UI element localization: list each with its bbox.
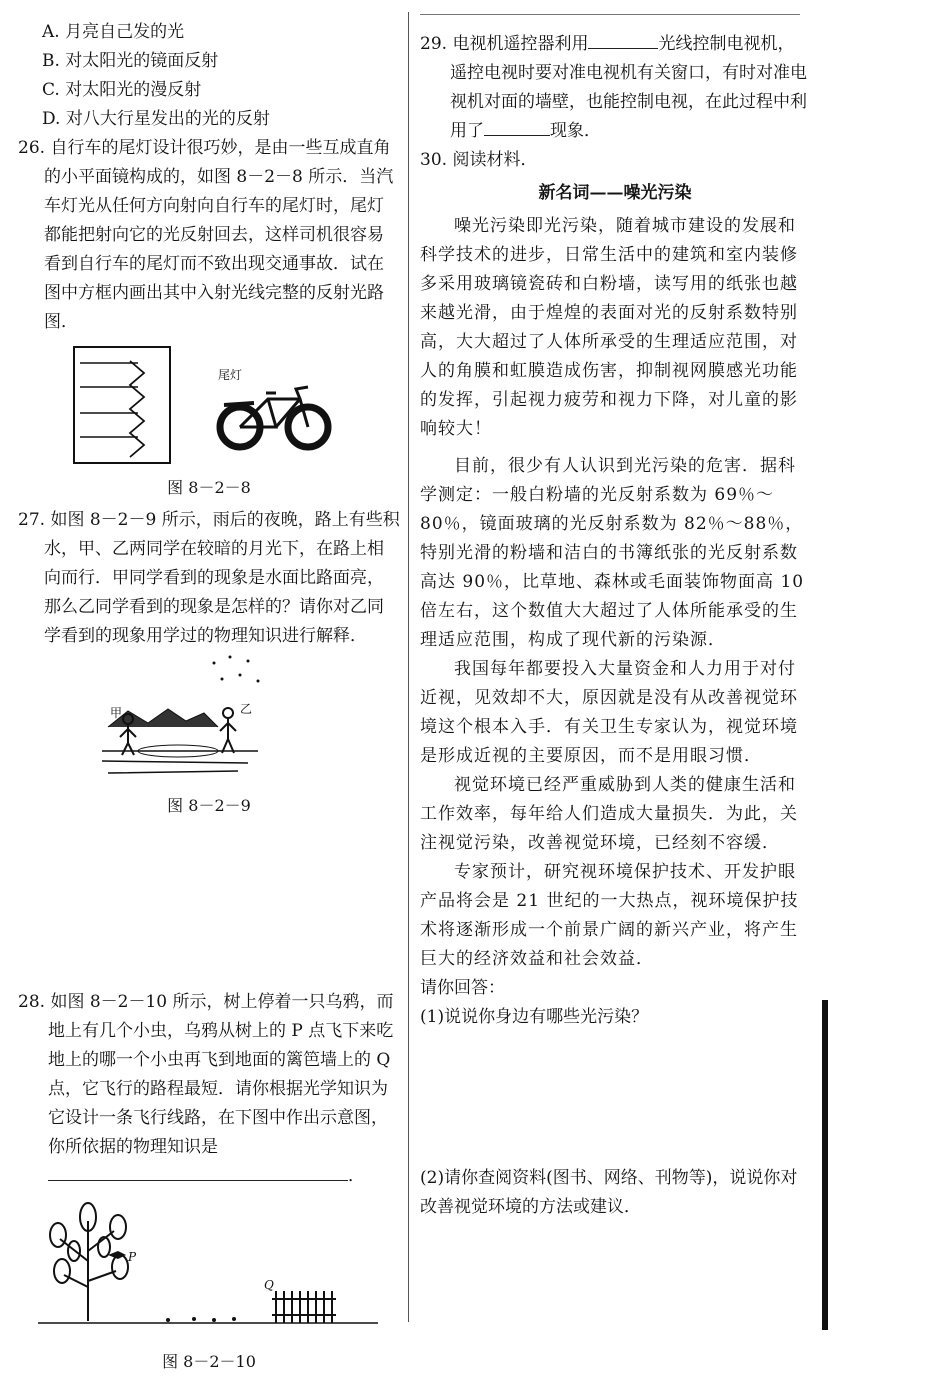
question-28 xyxy=(18,988,400,1191)
figure-8-2-9 xyxy=(18,651,400,787)
answer-space-30-1[interactable] xyxy=(420,1032,810,1160)
label-q: Q xyxy=(264,1278,274,1292)
label-jia: 甲 xyxy=(110,706,123,720)
question-26: 26. 自行车的尾灯设计很巧妙，是由一些互成直角的小平面镜构成的，如图 8－2－8 所示．当汽车灯光从任何方向射向自行车的尾灯时，尾灯都能把射向它的光反射回去，这样司机很容易看到自行车的尾灯而不致出现交通事故．试在图中方框内画出其中入射光线完整的反射光路图． xyxy=(18,138,394,332)
roadside-bushes xyxy=(108,709,218,727)
rain-dots xyxy=(213,656,260,683)
option-b: B. 对太阳光的镜面反射 xyxy=(42,51,219,71)
fence-icon xyxy=(272,1291,336,1323)
question-29-part1: 29. 电视机遥控器利用 xyxy=(420,34,589,54)
reading-paragraph-4: 视觉环境已经严重威胁到人类的健康生活和工作效率，每年给人们造成大量损失．为此，关注视觉污染，改善视觉环境，已经刻不容缓． xyxy=(420,775,798,853)
scan-edge-shadow xyxy=(822,1000,828,1330)
moon-icon xyxy=(270,669,281,691)
option-c: C. 对太阳光的漫反射 xyxy=(42,80,202,100)
label-yi: 乙 xyxy=(240,702,253,716)
reading-title: 新名词——噪光污染 xyxy=(538,183,692,203)
reading-paragraph-5: 专家预计，研究视环境保护技术、开发护眼产品将会是 21 世纪的一大热点，视环境保护技术将逐渐形成一个前景广阔的新兴产业，将产生巨大的经济效益和社会效益． xyxy=(420,862,799,969)
question-29-part3: 现象． xyxy=(550,121,601,141)
question-28-text: 28. 如图 8－2－10 所示，树上停着一只乌鸦，而地上有几个小虫，乌鸦从树上的 P 点飞下来吃地上的哪一个小虫再飞到地面的篱笆墙上的 Q 点，它飞行的路程最短．请你根据光学知识为它设计一条飞行线路，在下图中作出示意图，你所依据的物理知识是 xyxy=(18,992,394,1157)
question-28-end: ． xyxy=(348,1166,365,1186)
road-lines xyxy=(102,751,258,773)
mirror-zigzag xyxy=(130,361,144,457)
reading-paragraph-1: 噪光污染即光污染，随着城市建设的发展和科学技术的进步，日常生活中的建筑和室内装修多采用玻璃镜瓷砖和白粉墙，读写用的纸张也越来越光滑，由于煌煌的表面对光的反射系数特别高，大大超过了人体所承受的生理适应范围，对人的角膜和虹膜造成伤害，抑制视网膜感光功能的发挥，引起视力疲劳和视力下降，对儿童的影响较大！ xyxy=(420,216,798,439)
label-p: P xyxy=(128,1250,137,1264)
answer-blank-28[interactable] xyxy=(48,1162,348,1181)
figure-8-2-8 xyxy=(18,343,400,469)
question-29-part2: 光线控制电视机，遥控电视时要对准电视机有关窗口，有时对准电视机对面的墙壁，也能控制电视，在此过程中利用了 xyxy=(450,34,807,141)
insect-dots xyxy=(166,1317,236,1322)
question-27: 27. 如图 8－2－9 所示，雨后的夜晚，路上有些积水，甲、乙两同学在较暗的月光下，在路上相向而行．甲同学看到的现象是水面比路面亮，那么乙同学看到的现象是怎样的？请你对乙同学看到的现象用学过的物理知识进行解释． xyxy=(18,510,400,646)
answer-prompt: 请你回答： xyxy=(420,978,505,998)
sub-question-1: (1)说说你身边有哪些光污染？ xyxy=(420,1007,649,1027)
option-a: A. 月亮自己发的光 xyxy=(42,22,185,42)
crow-icon xyxy=(108,1251,126,1259)
incident-rays xyxy=(80,363,138,437)
student-b-figure xyxy=(220,708,236,753)
bicycle-icon xyxy=(220,387,328,447)
sub-question-2: (2)请你查阅资料(图书、网络、刊物等)，说说你对改善视觉环境的方法或建议． xyxy=(420,1168,798,1217)
night-road-diagram xyxy=(18,651,398,787)
tree-icon xyxy=(50,1203,128,1321)
column-divider xyxy=(408,12,409,1322)
reading-paragraph-3: 我国每年都要投入大量资金和人力用于对付近视，见效却不大，原因就是没有从改善视觉环境这个根本入手．有关卫生专家认为，视觉环境是形成近视的主要原因，而不是用眼习惯． xyxy=(420,659,798,766)
figure-8-2-10-caption: 图 8－2－10 xyxy=(162,1352,256,1371)
answer-box xyxy=(74,347,170,463)
top-rule xyxy=(420,14,800,15)
figure-8-2-8-caption: 图 8－2－8 xyxy=(167,478,251,497)
left-column xyxy=(18,18,400,1380)
answer-space-27 xyxy=(18,824,400,988)
question-29 xyxy=(420,30,810,146)
answer-blank-29a[interactable] xyxy=(588,30,658,49)
figure-8-2-10 xyxy=(18,1201,400,1331)
figure-8-2-9-caption: 图 8－2－9 xyxy=(167,796,251,815)
answer-blank-29b[interactable] xyxy=(484,117,550,136)
question-30-head: 30. 阅读材料． xyxy=(420,150,538,170)
tail-light-label: 尾灯 xyxy=(218,368,243,382)
tail-light-diagram xyxy=(18,343,398,469)
reading-paragraph-2: 目前，很少有人认识到光污染的危害．据科学测定：一般白粉墙的光反射系数为 69％～80％，镜面玻璃的光反射系数为 82％～88％，特别光滑的粉墙和洁白的书簿纸张的光反射系数高达 90％，比草地、森林或毛面装饰物面高 10 倍左右，这个数值大大超过了人体所能承受的生理适应范围，构成了现代新的污染源． xyxy=(420,456,805,650)
right-column xyxy=(420,30,810,1222)
option-d: D. 对八大行星发出的光的反射 xyxy=(42,109,270,129)
crow-tree-diagram xyxy=(18,1201,398,1331)
